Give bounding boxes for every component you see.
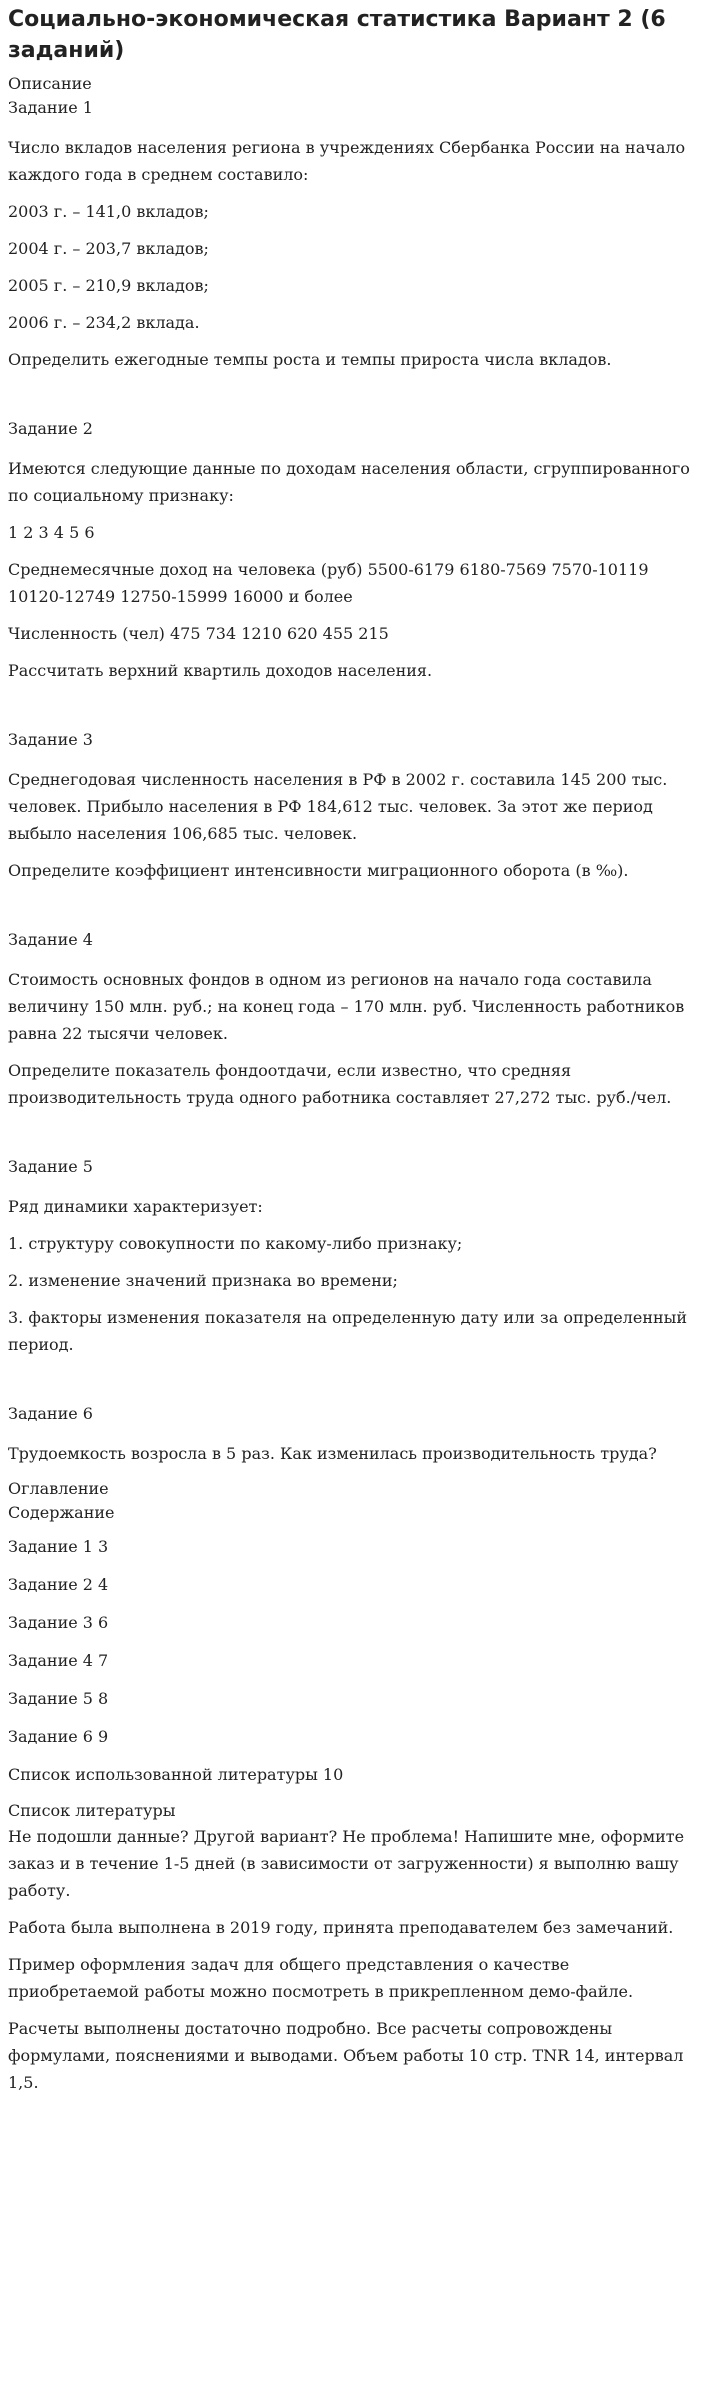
task-section-6 (8, 1402, 691, 1467)
task-paragraph: 2006 г. – 234,2 вклада. (8, 313, 200, 332)
task-paragraph: Определите коэффициент интенсивности миграционного оборота (в ‰). (8, 861, 629, 880)
task-title: Задание 2 (8, 419, 93, 438)
toc-item: Задание 3 6 (8, 1613, 109, 1632)
task-title: Задание 4 (8, 930, 93, 949)
toc-label: Оглавление (8, 1479, 109, 1498)
literature-label: Список литературы (8, 1801, 176, 1820)
task-section-2 (8, 417, 691, 684)
description-label: Описание (8, 74, 92, 93)
task-paragraph: Среднегодовая численность населения в РФ в 2002 г. составила 145 200 тыс. человек. Прибыло населения в РФ 184,612 тыс. человек. За этот же период выбыло населения 106,685 тыс. человек. (8, 770, 668, 843)
task-paragraph: 2003 г. – 141,0 вкладов; (8, 202, 209, 221)
task-section-4 (8, 928, 691, 1111)
task-paragraph: Ряд динамики характеризует: (8, 1197, 263, 1216)
task-paragraph: Стоимость основных фондов в одном из регионов на начало года составила величину 150 млн. руб.; на конец года – 170 млн. руб. Численность работников равна 22 тысячи человек. (8, 970, 685, 1043)
toc-item: Список использованной литературы 10 (8, 1765, 344, 1784)
task-paragraph: 1. структуру совокупности по какому-либо признаку; (8, 1234, 463, 1253)
task-section-3 (8, 728, 691, 884)
task-paragraph: Трудоемкость возросла в 5 раз. Как изменилась производительность труда? (8, 1444, 657, 1463)
task-paragraph: Определить ежегодные темпы роста и темпы прироста числа вкладов. (8, 350, 612, 369)
task-paragraph: Численность (чел) 475 734 1210 620 455 215 (8, 624, 389, 643)
task-paragraph: Рассчитать верхний квартиль доходов населения. (8, 661, 433, 680)
task-title: Задание 1 (8, 98, 93, 117)
page-title: Социально-экономическая статистика Вариант 2 (6 заданий) (8, 7, 666, 63)
task-paragraph: Определите показатель фондоотдачи, если известно, что средняя производительность труда одного работника составляет 27,272 тыс. руб./чел. (8, 1061, 672, 1107)
task-paragraph: 2004 г. – 203,7 вкладов; (8, 239, 209, 258)
task-paragraph: 1 2 3 4 5 6 (8, 523, 95, 542)
task-paragraph: Имеются следующие данные по доходам населения области, сгруппированного по социальному признаку: (8, 459, 690, 505)
footer-paragraph: Не подошли данные? Другой вариант? Не проблема! Напишите мне, оформите заказ и в течение 1-5 дней (в зависимости от загруженности) я выполню вашу работу. (8, 1827, 685, 1900)
toc-item: Задание 5 8 (8, 1689, 109, 1708)
toc-item: Задание 4 7 (8, 1651, 109, 1670)
task-title: Задание 3 (8, 730, 93, 749)
toc-item: Задание 2 4 (8, 1575, 109, 1594)
task-paragraph: 3. факторы изменения показателя на определенную дату или за определенный период. (8, 1308, 688, 1354)
footer-paragraph: Работа была выполнена в 2019 году, принята преподавателем без замечаний. (8, 1918, 674, 1937)
task-title: Задание 5 (8, 1157, 93, 1176)
toc-item: Задание 6 9 (8, 1727, 109, 1746)
task-paragraph: 2005 г. – 210,9 вкладов; (8, 276, 209, 295)
footer-paragraph: Расчеты выполнены достаточно подробно. Все расчеты сопровождены формулами, пояснениями и выводами. Объем работы 10 стр. TNR 14, интервал 1,5. (8, 2019, 684, 2092)
footer-paragraph: Пример оформления задач для общего представления о качестве приобретаемой работы можно посмотреть в прикрепленном демо-файле. (8, 1955, 634, 2001)
task-paragraph: Среднемесячные доход на человека (руб) 5500-6179 6180-7569 7570-10119 10120-12749 12750-15999 16000 и более (8, 560, 649, 606)
task-paragraph: Число вкладов населения региона в учреждениях Сбербанка России на начало каждого года в среднем составило: (8, 138, 686, 184)
task-section-1 (8, 96, 691, 373)
task-title: Задание 6 (8, 1404, 93, 1423)
contents-label: Содержание (8, 1503, 115, 1522)
task-section-5 (8, 1155, 691, 1358)
task-paragraph: 2. изменение значений признака во времени; (8, 1271, 398, 1290)
toc-item: Задание 1 3 (8, 1537, 109, 1556)
